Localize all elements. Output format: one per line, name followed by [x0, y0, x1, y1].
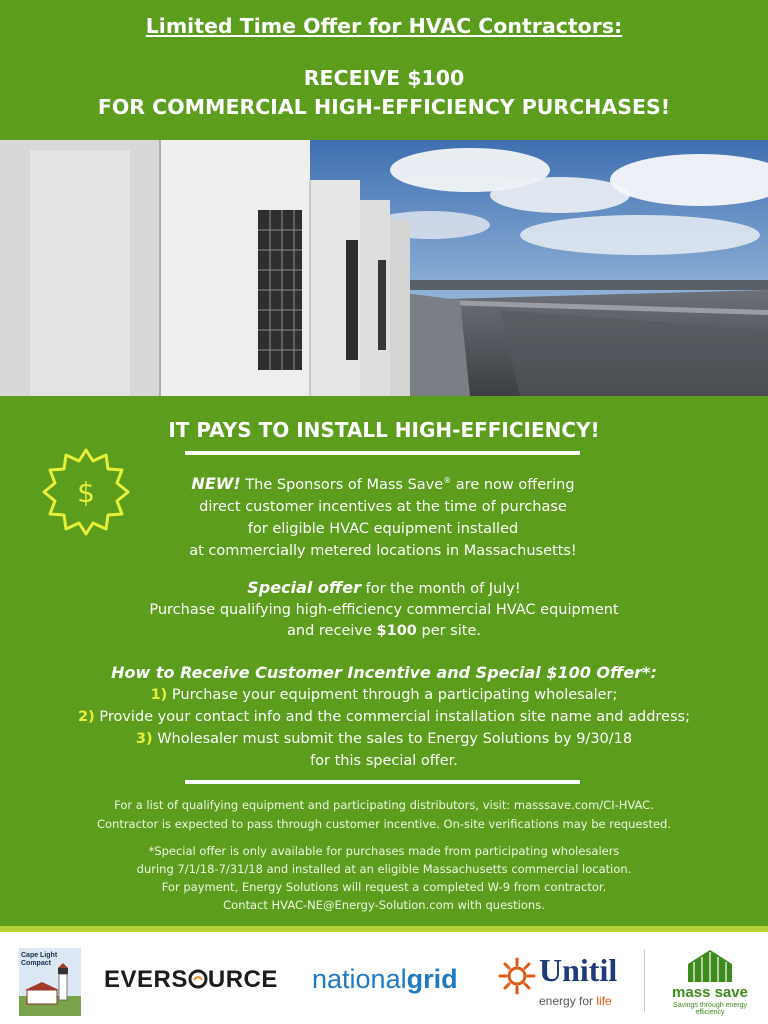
dollar-symbol: $ [77, 476, 95, 509]
footer-divider [0, 926, 768, 932]
cape-light-line2: Compact [21, 960, 51, 967]
registered-mark: ® [443, 476, 452, 485]
special-offer-line3-pre: and receive [287, 623, 372, 639]
new-label: NEW! [191, 473, 241, 493]
dollar-badge-icon [40, 446, 132, 538]
special-offer-line2: Purchase qualifying high-efficiency commercial HVAC equipment [149, 602, 619, 618]
special-offer-line3 [0, 621, 768, 642]
special-offer-line1 [0, 577, 768, 600]
rooftop-hvac-illustration [0, 140, 768, 396]
unitil-logo [497, 950, 632, 1014]
fine-print-note1: *Special offer is only available for purchases made from participating wholesalers [148, 844, 620, 858]
fine-print-note3: For payment, Energy Solutions will request a completed W-9 from contractor. [161, 880, 607, 894]
how-to-step-2 [0, 706, 768, 728]
section-heading: IT PAYS TO INSTALL HIGH-EFFICIENCY! [168, 418, 600, 442]
section-divider-top [185, 451, 580, 455]
unitil-swirl-icon [497, 956, 537, 996]
intro-line1-text: The Sponsors of Mass Save [245, 476, 444, 493]
special-offer-line3-post: per site. [421, 623, 481, 639]
mass-save-name: mass save [672, 984, 748, 1001]
receive-headline [0, 64, 768, 122]
logo-separator [644, 950, 645, 1012]
unitil-tagline [539, 994, 612, 1008]
how-to-step-1 [0, 684, 768, 706]
eversource-text-b: URCE [207, 966, 278, 993]
cape-light-line1: Cape Light [21, 952, 58, 959]
step-text: Wholesaler must submit the sales to Energy Solutions by 9/30/18 [157, 731, 633, 747]
receive-headline-line1: RECEIVE $100 [303, 66, 465, 90]
cape-light-text [21, 952, 57, 968]
fine-print-note2: during 7/1/18-7/31/18 and installed at an eligible Massachusetts commercial location. [136, 862, 632, 876]
section-divider-bottom [185, 780, 580, 784]
fine-print-line1: For a list of qualifying equipment and participating distributors, visit: masssave.com/CI-HVAC. [114, 798, 654, 812]
fine-print-line2: Contractor is expected to pass through customer incentive. On-site verifications may be requested. [96, 817, 672, 831]
rooftop-hvac-photo [0, 140, 768, 396]
grid-text: grid [406, 964, 458, 994]
step-text: Provide your contact info and the commercial installation site name and address; [99, 709, 690, 725]
unitil-tag-a: energy for [539, 994, 594, 1008]
intro-line3: for eligible HVAC equipment installed [247, 520, 519, 537]
step-number: 2) [78, 709, 95, 725]
eversource-text-a: EVERS [104, 966, 188, 993]
special-offer-amount: $100 [376, 623, 417, 639]
how-to-title: How to Receive Customer Incentive and Special $100 Offer*: [111, 663, 657, 682]
how-to-step-3-continued: for this special offer. [310, 753, 458, 769]
mass-save-house-icon [680, 946, 740, 984]
intro-line1-end: are now offering [455, 476, 575, 493]
special-offer-paragraph [0, 577, 768, 642]
intro-line2: direct customer incentives at the time of purchase [199, 498, 567, 515]
step-number: 3) [135, 731, 153, 747]
special-offer-line1-text: for the month of July! [365, 581, 521, 597]
how-to-step-3 [0, 728, 768, 750]
sponsor-logos [0, 940, 768, 1024]
step-number: 1) [150, 687, 168, 703]
special-offer-label: Special offer [247, 578, 361, 597]
fine-print-notes [0, 842, 768, 914]
eversource-o-icon [188, 969, 208, 989]
unitil-tag-b: life [596, 994, 612, 1008]
how-to-section [0, 662, 768, 772]
national-grid-logo [312, 964, 458, 995]
unitil-name: Unitil [539, 952, 618, 988]
mass-save-logo [660, 946, 760, 1016]
receive-headline-line2: FOR COMMERCIAL HIGH-EFFICIENCY PURCHASES! [97, 95, 671, 119]
intro-paragraph [130, 470, 636, 562]
fine-print-note4: Contact HVAC-NE@Energy-Solution.com with questions. [223, 898, 545, 912]
intro-line4: at commercially metered locations in Massachusetts! [189, 542, 577, 559]
step-text: Purchase your equipment through a participating wholesaler; [171, 687, 618, 703]
fine-print-info [0, 796, 768, 834]
limited-offer-heading: Limited Time Offer for HVAC Contractors: [145, 14, 623, 38]
mass-save-tagline: Savings through energy efficiency [673, 1002, 747, 1016]
cape-light-compact-logo [19, 948, 81, 1016]
intro-line1 [130, 470, 636, 496]
eversource-logo [104, 966, 278, 994]
national-text: national [312, 964, 407, 994]
